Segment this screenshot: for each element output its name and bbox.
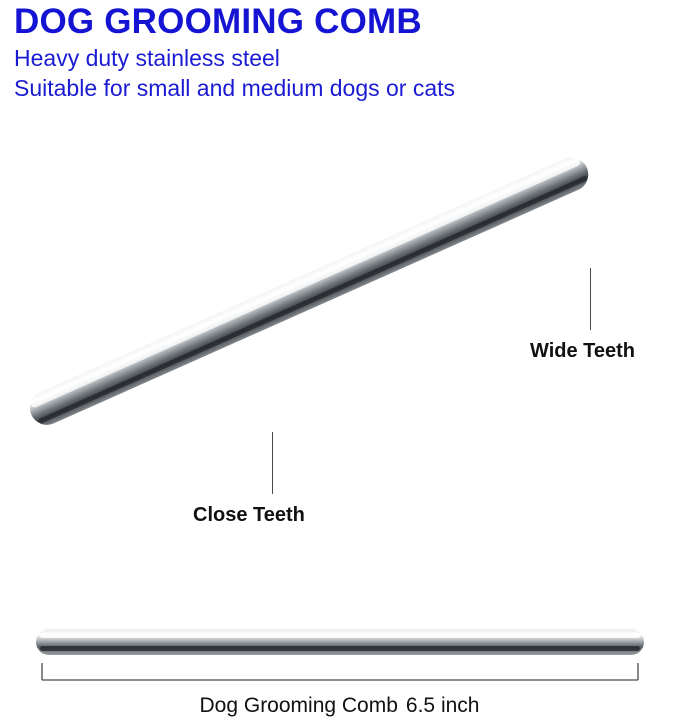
close-teeth-leader-line <box>272 432 273 494</box>
product-caption <box>0 694 679 718</box>
flat-comb-spine <box>36 629 644 655</box>
subtitle-material: Heavy duty stainless steel <box>14 45 280 71</box>
wide-teeth-label: Wide Teeth <box>530 340 636 362</box>
flat-comb-close-teeth <box>44 543 363 633</box>
flat-comb-wide-teeth <box>380 543 634 633</box>
caption-size: 6.5 inch <box>405 694 480 717</box>
wide-teeth-leader-line <box>590 268 591 330</box>
caption-product-name: Dog Grooming Comb <box>199 694 398 717</box>
angled-comb-illustration <box>20 80 679 500</box>
flat-comb-illustration <box>30 525 650 685</box>
close-teeth-label: Close Teeth <box>193 504 305 526</box>
subtitle-suitability: Suitable for small and medium dogs or cats <box>14 75 456 101</box>
angled-comb-spine <box>24 152 593 430</box>
length-measure-bracket <box>42 663 638 680</box>
page-title: DOG GROOMING COMB <box>14 2 422 41</box>
